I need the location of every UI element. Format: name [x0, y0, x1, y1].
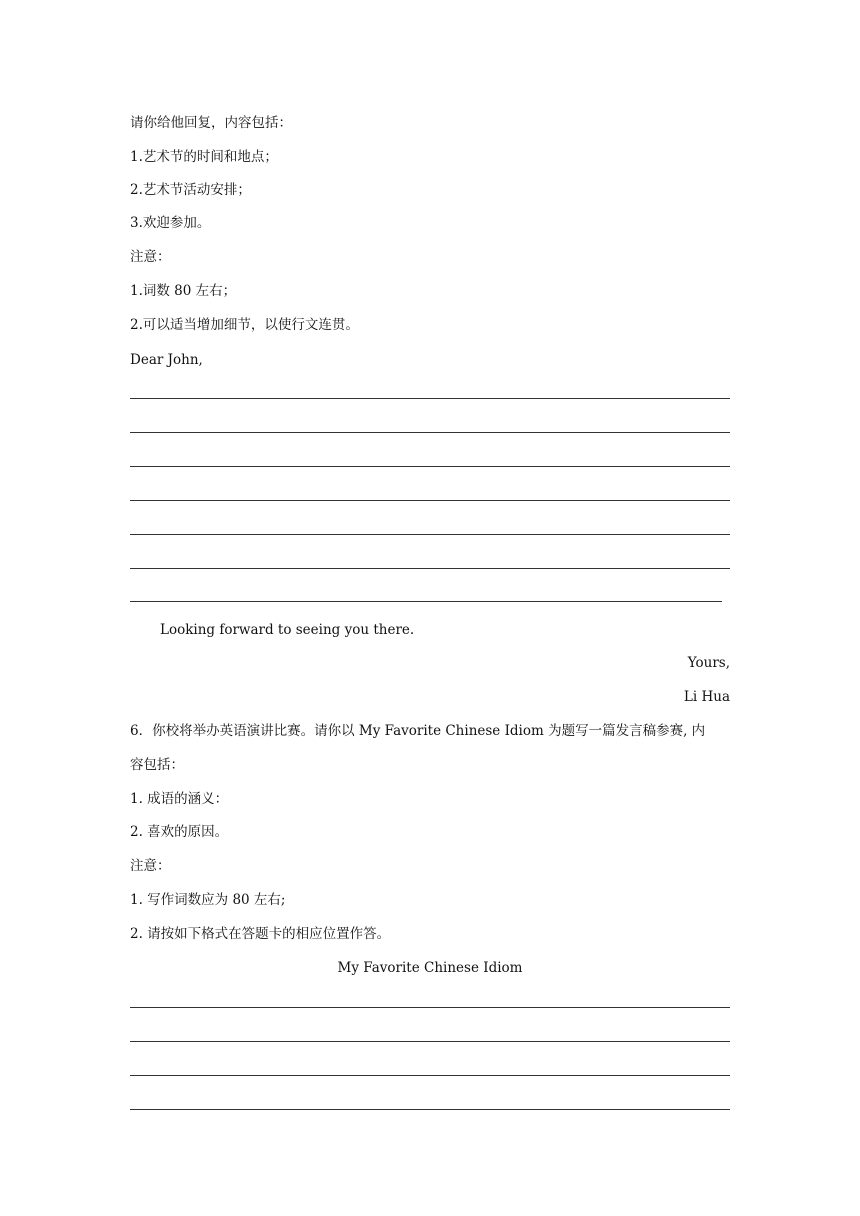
sign-off: Yours, — [687, 655, 730, 671]
answer-line — [130, 432, 730, 433]
answer-line — [130, 568, 730, 569]
note-1: 1. 写作词数应为 80 左右; — [130, 892, 286, 908]
closing-sentence: Looking forward to seeing you there. — [160, 622, 415, 638]
answer-line — [130, 601, 722, 602]
answer-line — [130, 398, 730, 399]
task-intro: 请你给他回复，内容包括： — [130, 115, 292, 131]
answer-line — [130, 1075, 730, 1076]
answer-line — [130, 534, 730, 535]
answer-line — [130, 500, 730, 501]
note-1: 1.词数 80 左右； — [130, 283, 237, 299]
task-6-prompt-continued: 容包括： — [130, 757, 184, 773]
content-point-2: 2. 喜欢的原因。 — [130, 824, 229, 840]
note-2: 2. 请按如下格式在答题卡的相应位置作答。 — [130, 926, 391, 942]
content-point-1: 1.艺术节的时间和地点； — [130, 149, 278, 165]
notes-label: 注意： — [130, 249, 171, 265]
task-6-prompt: 6．你校将举办英语演讲比赛。请你以 My Favorite Chinese Idiom 为题写一篇发言稿参赛, 内 — [130, 723, 706, 739]
notes-label: 注意： — [130, 858, 171, 874]
note-2: 2.可以适当增加细节，以使行文连贯。 — [130, 317, 359, 333]
letter-salutation: Dear John, — [130, 352, 203, 368]
answer-line — [130, 1007, 730, 1008]
answer-line — [130, 1041, 730, 1042]
answer-line — [130, 1109, 730, 1110]
answer-line — [130, 466, 730, 467]
content-point-2: 2.艺术节活动安排； — [130, 182, 251, 198]
essay-title: My Favorite Chinese Idiom — [337, 960, 523, 976]
content-point-1: 1. 成语的涵义： — [130, 791, 229, 807]
signature: Li Hua — [683, 689, 730, 705]
content-point-3: 3.欢迎参加。 — [130, 215, 211, 231]
